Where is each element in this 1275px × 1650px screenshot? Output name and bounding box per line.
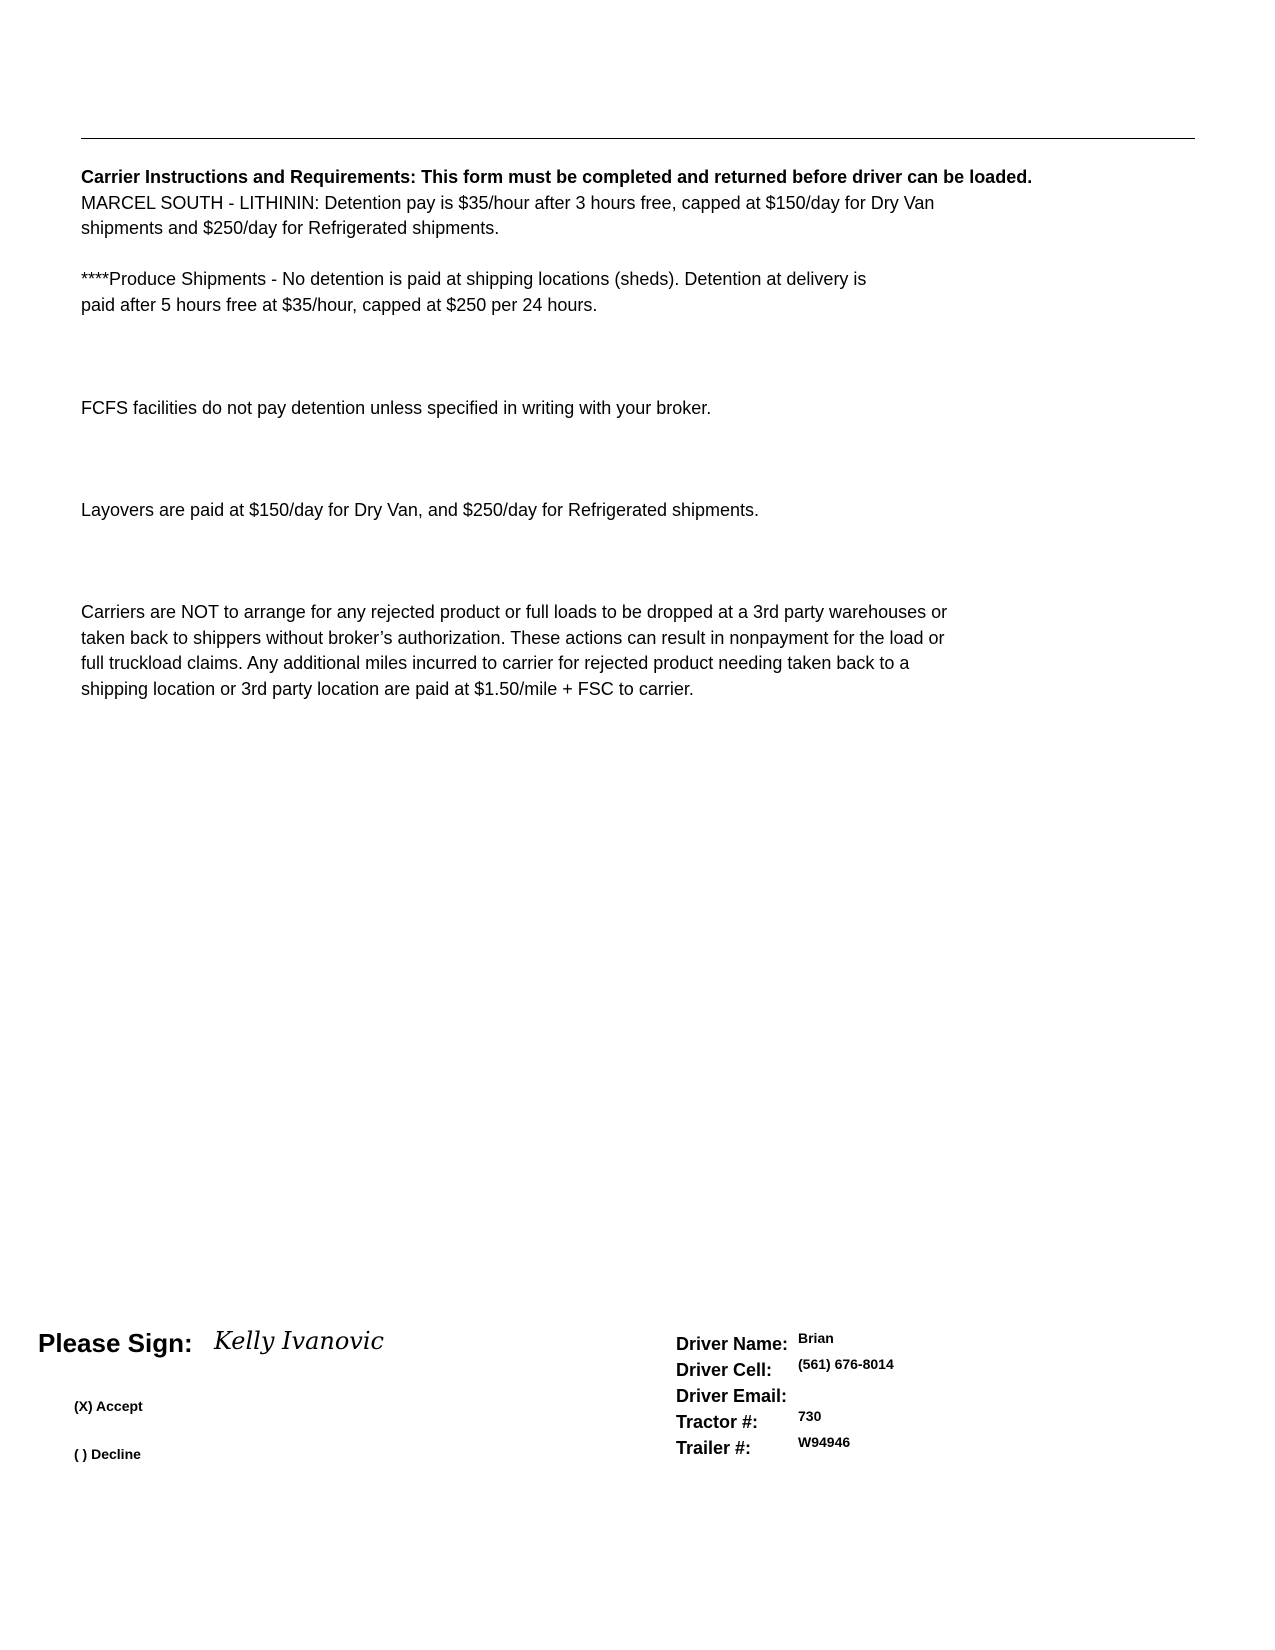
driver-email-label: Driver Email: — [676, 1386, 788, 1406]
rejected-line: full truckload claims. Any additional miles incurred to carrier for rejected product needing taken back to a — [81, 653, 910, 673]
driver-cell-label: Driver Cell: — [676, 1360, 773, 1380]
rejected-line: Carriers are NOT to arrange for any rejected product or full loads to be dropped at a 3rd party warehouses or — [81, 602, 948, 622]
produce-line: ****Produce Shipments - No detention is paid at shipping locations (sheds). Detention at delivery is — [81, 269, 867, 289]
produce-instructions — [81, 267, 1081, 318]
detention-line: MARCEL SOUTH - LITHININ: Detention pay is $35/hour after 3 hours free, capped at $150/day for Dry Van — [81, 192, 935, 213]
layover-note — [81, 498, 1081, 524]
driver-name-row — [676, 1330, 1156, 1356]
rejected-line: shipping location or 3rd party location are paid at $1.50/mile + FSC to carrier. — [81, 678, 694, 699]
rejected-product-note — [81, 600, 1081, 702]
produce-line: paid after 5 hours free at $35/hour, capped at $250 per 24 hours. — [81, 294, 598, 315]
layover-text: Layovers are paid at $150/day for Dry Van, and $250/day for Refrigerated shipments. — [81, 500, 760, 520]
detention-instructions — [81, 165, 1081, 242]
header-divider — [81, 138, 1195, 139]
tractor-field[interactable]: 730 — [798, 1408, 822, 1424]
driver-cell-field[interactable]: (561) 676-8014 — [798, 1356, 894, 1372]
driver-name-label: Driver Name: — [676, 1334, 789, 1354]
trailer-row — [676, 1434, 1156, 1460]
tractor-label: Tractor #: — [676, 1412, 759, 1432]
accept-option[interactable]: (X) Accept — [74, 1398, 143, 1414]
driver-email-row — [676, 1382, 1156, 1408]
driver-name-field[interactable]: Brian — [798, 1330, 834, 1346]
fcfs-note — [81, 396, 1081, 422]
signature-field[interactable]: Kelly Ivanovic — [214, 1327, 384, 1355]
tractor-row — [676, 1408, 1156, 1434]
trailer-field[interactable]: W94946 — [798, 1434, 851, 1450]
decline-option[interactable]: ( ) Decline — [74, 1446, 141, 1462]
detention-line: shipments and $250/day for Refrigerated shipments. — [81, 218, 500, 238]
instructions-heading: Carrier Instructions and Requirements: This form must be completed and returned before driver can be loaded. — [81, 167, 1033, 187]
trailer-label: Trailer #: — [676, 1438, 752, 1458]
fcfs-text: FCFS facilities do not pay detention unless specified in writing with your broker. — [81, 398, 712, 418]
rejected-line: taken back to shippers without broker’s authorization. These actions can result in nonpayment for the load or — [81, 627, 945, 648]
driver-cell-row — [676, 1356, 1156, 1382]
signature-label: Please Sign: — [38, 1328, 193, 1358]
